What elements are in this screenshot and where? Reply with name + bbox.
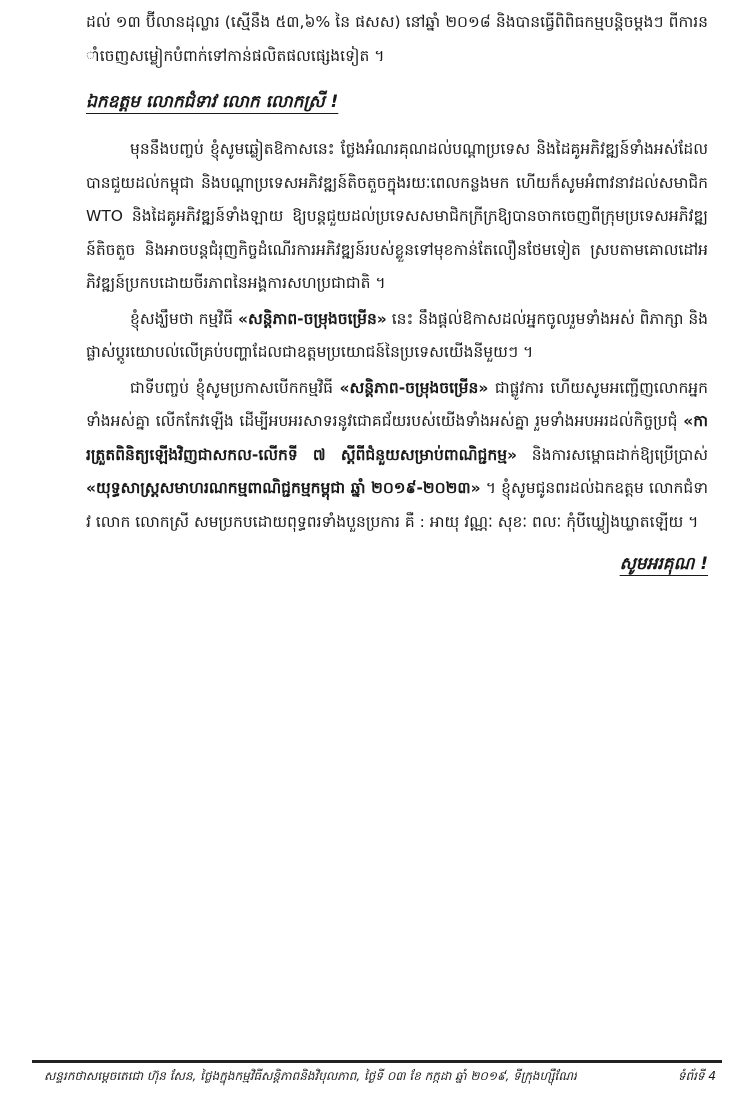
paragraph-conclusion-text-a: ជាទីបញ្ចប់ ខ្ញុំសូមប្រកាសបើកកម្មវិធី	[130, 378, 340, 397]
paragraph-conclusion-text-b: ជាផ្លូវការ ហើយសូមអញ្ជើញលោកអ្នកទាំងអស់គ្នា លើកកែវឡើង ដើម្បីអបអរសាទរនូវជោគជ័យរបស់យើងទាំងអស់គ្នា រួមទាំងអបអរដល់កិច្ចប្រជុំ	[86, 378, 708, 430]
footer-divider	[32, 1060, 722, 1063]
paragraph-conclusion-text-d: ។ ខ្ញុំសូមជូនពរដល់ឯកឧត្តម លោកជំទាវ លោក លោកស្រី សមប្រកបដោយពុទ្ធពរទាំងបួនប្រការ គឺ : អាយុ វណ្ណៈ សុខៈ ពលៈ កុំបីឃ្លៀងឃ្លាតឡើយ ។	[86, 479, 708, 531]
footer-source: សន្ទរកថាសម្តេចតេជោ ហ៊ុន សែន, ថ្លៃងក្នុងកម្មវិធីសន្តិភាពនិងវិបុលភាព, ថ្ងៃទី ០៣ ខែ កក្កដា ឆ្នាំ ២០១៩, ទីក្រុងហ្ស៊ឺណែវ	[44, 1069, 577, 1083]
paragraph-hope	[86, 303, 708, 370]
page-number: ទំព័រទី 4	[677, 1069, 716, 1083]
paragraph-hope-text-b: នេះ នឹងផ្តល់ឱកាសដល់អ្នកចូលរួមទាំងអស់ ពិភាក្សា និងផ្លាស់ប្តូរយោបល់លើគ្រប់បញ្ហាដែលជាឧត្តមប្រយោជន៍នៃប្រទេសយើងនីមួយៗ ។	[86, 309, 708, 361]
paragraph-conclusion	[86, 372, 708, 540]
paragraph-intro: ដល់ ១៣ ប៊ីលានដុល្លារ (ស្មើនឹង ៥៣,៦% នៃ ផសស) នៅឆ្នាំ ២០១៨ និងបានធ្វើពិពិធកម្មបន្តិចម្តងៗ ពីការនាំចេញសម្លៀកបំពាក់ទៅកាន់ផលិតផលផ្សេងទៀត ។	[86, 13, 708, 65]
aid-for-trade-title: «ការត្រួតពិនិត្យឡើងវិញជាសកល-លើកទី ៧ ស្តីពីជំនួយសម្រាប់ពាណិជ្ជកម្ម»	[86, 412, 708, 464]
closing-thanks: សូមអរគុណ !	[619, 554, 708, 574]
strategy-title: «យុទ្ធសាស្ត្រសមាហរណកម្មពាណិជ្ជកម្មកម្ពុជា ឆ្នាំ ២០១៩-២០២៣»	[86, 479, 481, 497]
program-title-2: «សន្តិភាព-ចម្រុងចម្រើន»	[339, 378, 489, 397]
paragraph-hope-text-a: ខ្ញុំសង្ឃឹមថា កម្មវិធី	[130, 309, 238, 328]
program-title: «សន្តិភាព-ចម្រុងចម្រើន»	[237, 309, 387, 328]
paragraph-conclusion-text-c: និងការសម្ពោធដាក់ឱ្យប្រើប្រាស់	[517, 445, 708, 464]
speech-body	[86, 6, 708, 581]
page-footer	[44, 1066, 716, 1086]
salutation-heading: ឯកឧត្តម លោកជំទាវ លោក លោកស្រី !	[86, 92, 339, 112]
paragraph-thanks: មុននឹងបញ្ចប់ ខ្ញុំសូមឆ្លៀតឱកាសនេះ ថ្លែងអំណរគុណដល់បណ្តាប្រទេស និងដៃគូអភិវឌ្ឍន៍ទាំងអស់ដែលបានជួយដល់កម្ពុជា និងបណ្តាប្រទេសអភិវឌ្ឍន៍តិចតួចក្នុងរយៈពេលកន្លងមក ហើយក៏សូមអំពាវនាវដល់សមាជិក WTO និងដៃគូអភិវឌ្ឍន៍ទាំងឡាយ ឱ្យបន្តជួយដល់ប្រទេសសមាជិកក្រីក្រឱ្យបានចាកចេញពីក្រុមប្រទេសអភិវឌ្ឍន៍តិចតួច និងអាចបន្តជំរុញកិច្ចដំណើរការអភិវឌ្ឍន៍របស់ខ្លួនទៅមុខកាន់តែលឿនថែមទៀត ស្របតាមគោលដៅអភិវឌ្ឍន៍ប្រកបដោយចីរភាពនៃអង្គការសហប្រជាជាតិ ។	[86, 140, 708, 292]
